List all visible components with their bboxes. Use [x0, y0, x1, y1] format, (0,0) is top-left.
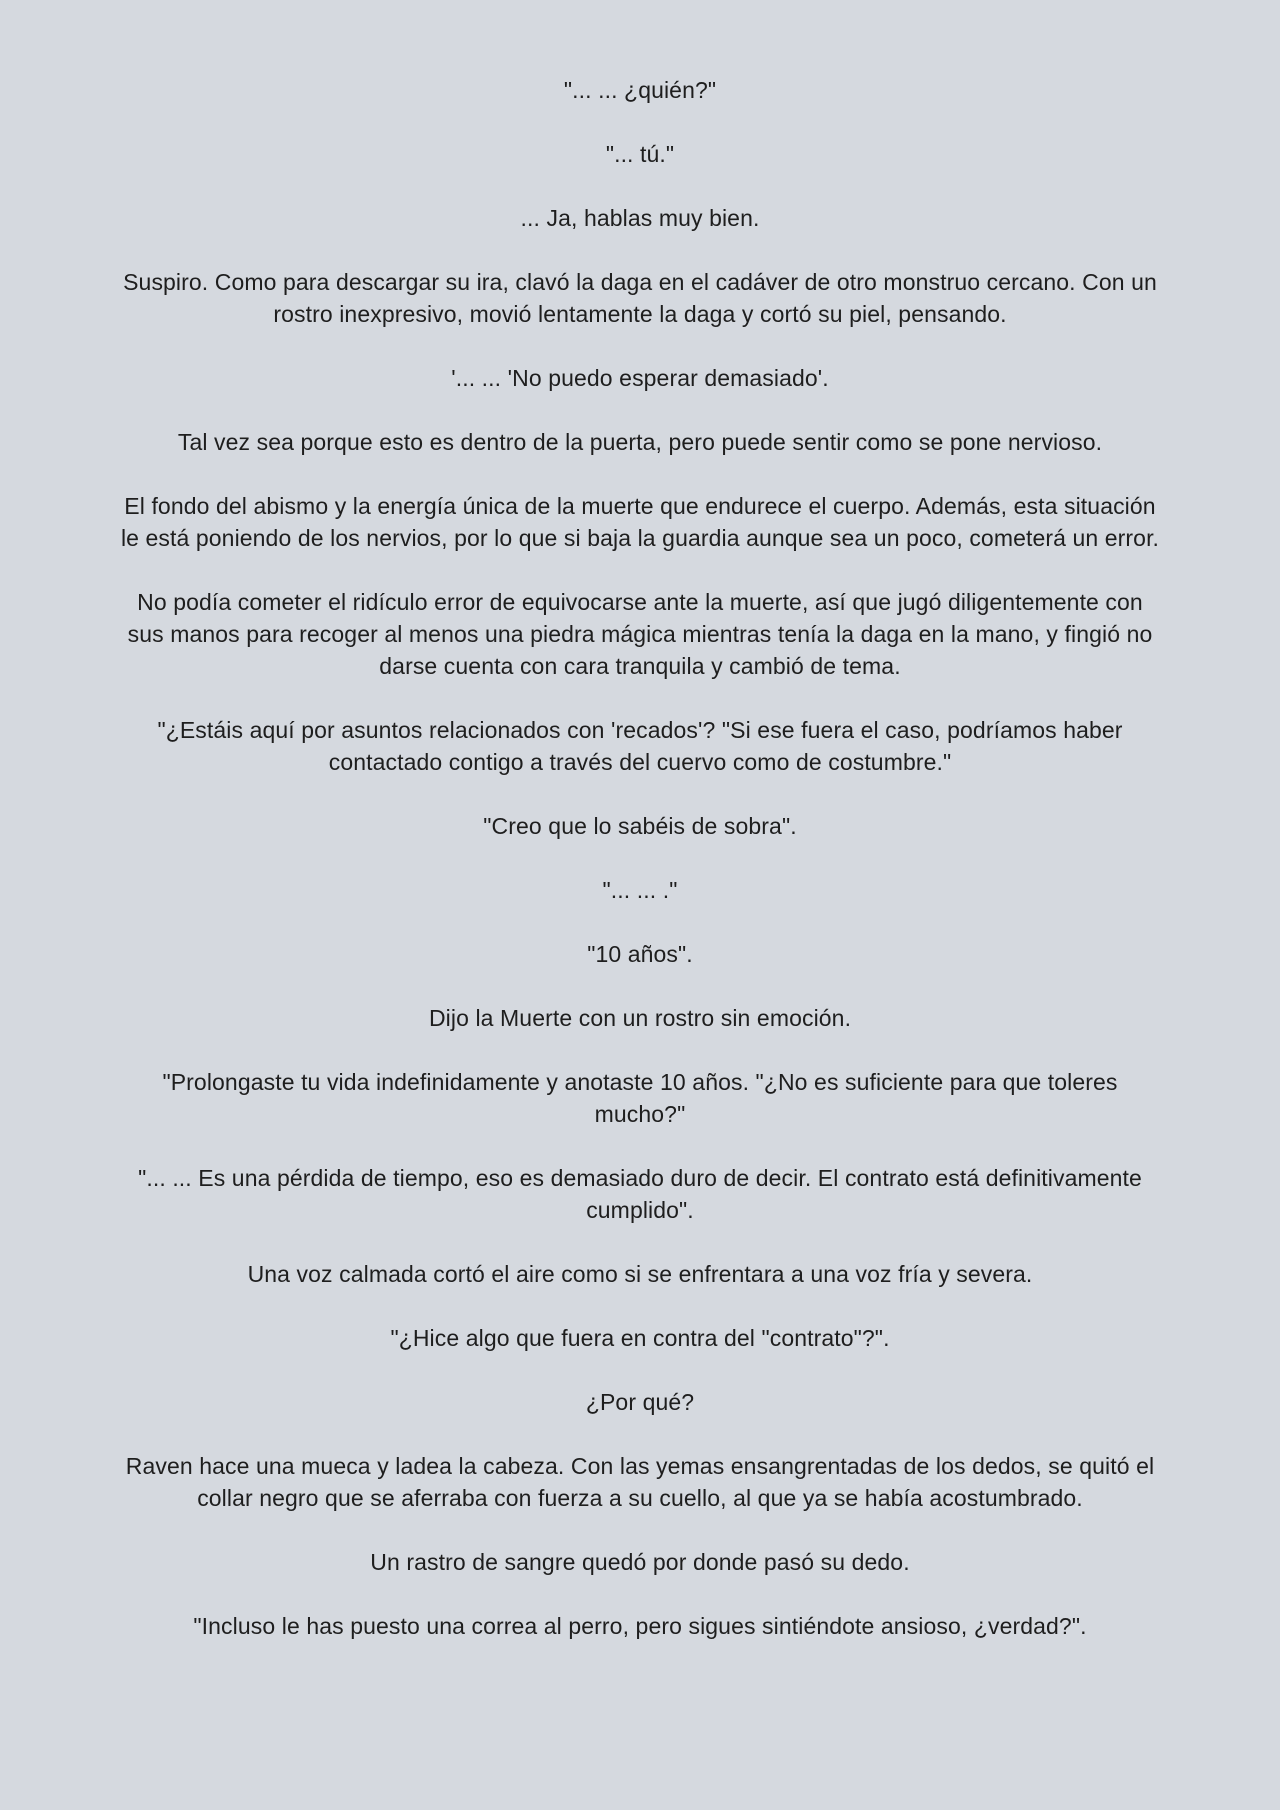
paragraph: Suspiro. Como para descargar su ira, clavó la daga en el cadáver de otro monstruo cercano. Con un rostro inexpresivo, movió lentamente la daga y cortó su piel, pensando. — [123, 269, 1157, 327]
paragraph: "Creo que lo sabéis de sobra". — [483, 813, 797, 839]
story-text — [120, 74, 1160, 1642]
paragraph: No podía cometer el ridículo error de equivocarse ante la muerte, así que jugó diligentemente con sus manos para recoger al menos una piedra mágica mientras tenía la daga en la mano, y fingió no darse cuenta con cara tranquila y cambió de tema. — [127, 589, 1153, 679]
paragraph: "... ... Es una pérdida de tiempo, eso es demasiado duro de decir. El contrato está definitivamente cumplido". — [138, 1165, 1142, 1223]
paragraph: ¿Por qué? — [585, 1389, 695, 1415]
paragraph: "10 años". — [587, 941, 693, 967]
paragraph: '... ... 'No puedo esperar demasiado'. — [451, 365, 829, 391]
paragraph: Una voz calmada cortó el aire como si se enfrentara a una voz fría y severa. — [247, 1261, 1033, 1287]
paragraph: Un rastro de sangre quedó por donde pasó su dedo. — [370, 1549, 910, 1575]
paragraph: "¿Hice algo que fuera en contra del "contrato"?". — [390, 1325, 890, 1351]
paragraph: "... ... ." — [602, 877, 678, 903]
paragraph: Tal vez sea porque esto es dentro de la puerta, pero puede sentir como se pone nervioso. — [177, 429, 1103, 455]
paragraph: ... Ja, hablas muy bien. — [520, 205, 760, 231]
paragraph: "¿Estáis aquí por asuntos relacionados con 'recados'? "Si ese fuera el caso, podríamos haber contactado contigo a través del cuervo como de costumbre." — [157, 717, 1123, 775]
paragraph: Raven hace una mueca y ladea la cabeza. Con las yemas ensangrentadas de los dedos, se quitó el collar negro que se aferraba con fuerza a su cuello, al que ya se había acostumbrado. — [125, 1453, 1155, 1511]
paragraph: "Incluso le has puesto una correa al perro, pero sigues sintiéndote ansioso, ¿verdad?". — [193, 1613, 1087, 1639]
paragraph: El fondo del abismo y la energía única de la muerte que endurece el cuerpo. Además, esta situación le está poniendo de los nervios, por lo que si baja la guardia aunque sea un poco, cometerá un error. — [120, 493, 1160, 551]
paragraph: "... tú." — [605, 141, 675, 167]
paragraph: Dijo la Muerte con un rostro sin emoción. — [428, 1005, 852, 1031]
paragraph: "... ... ¿quién?" — [563, 77, 717, 103]
paragraph: "Prolongaste tu vida indefinidamente y anotaste 10 años. "¿No es suficiente para que toleres mucho?" — [162, 1069, 1118, 1127]
